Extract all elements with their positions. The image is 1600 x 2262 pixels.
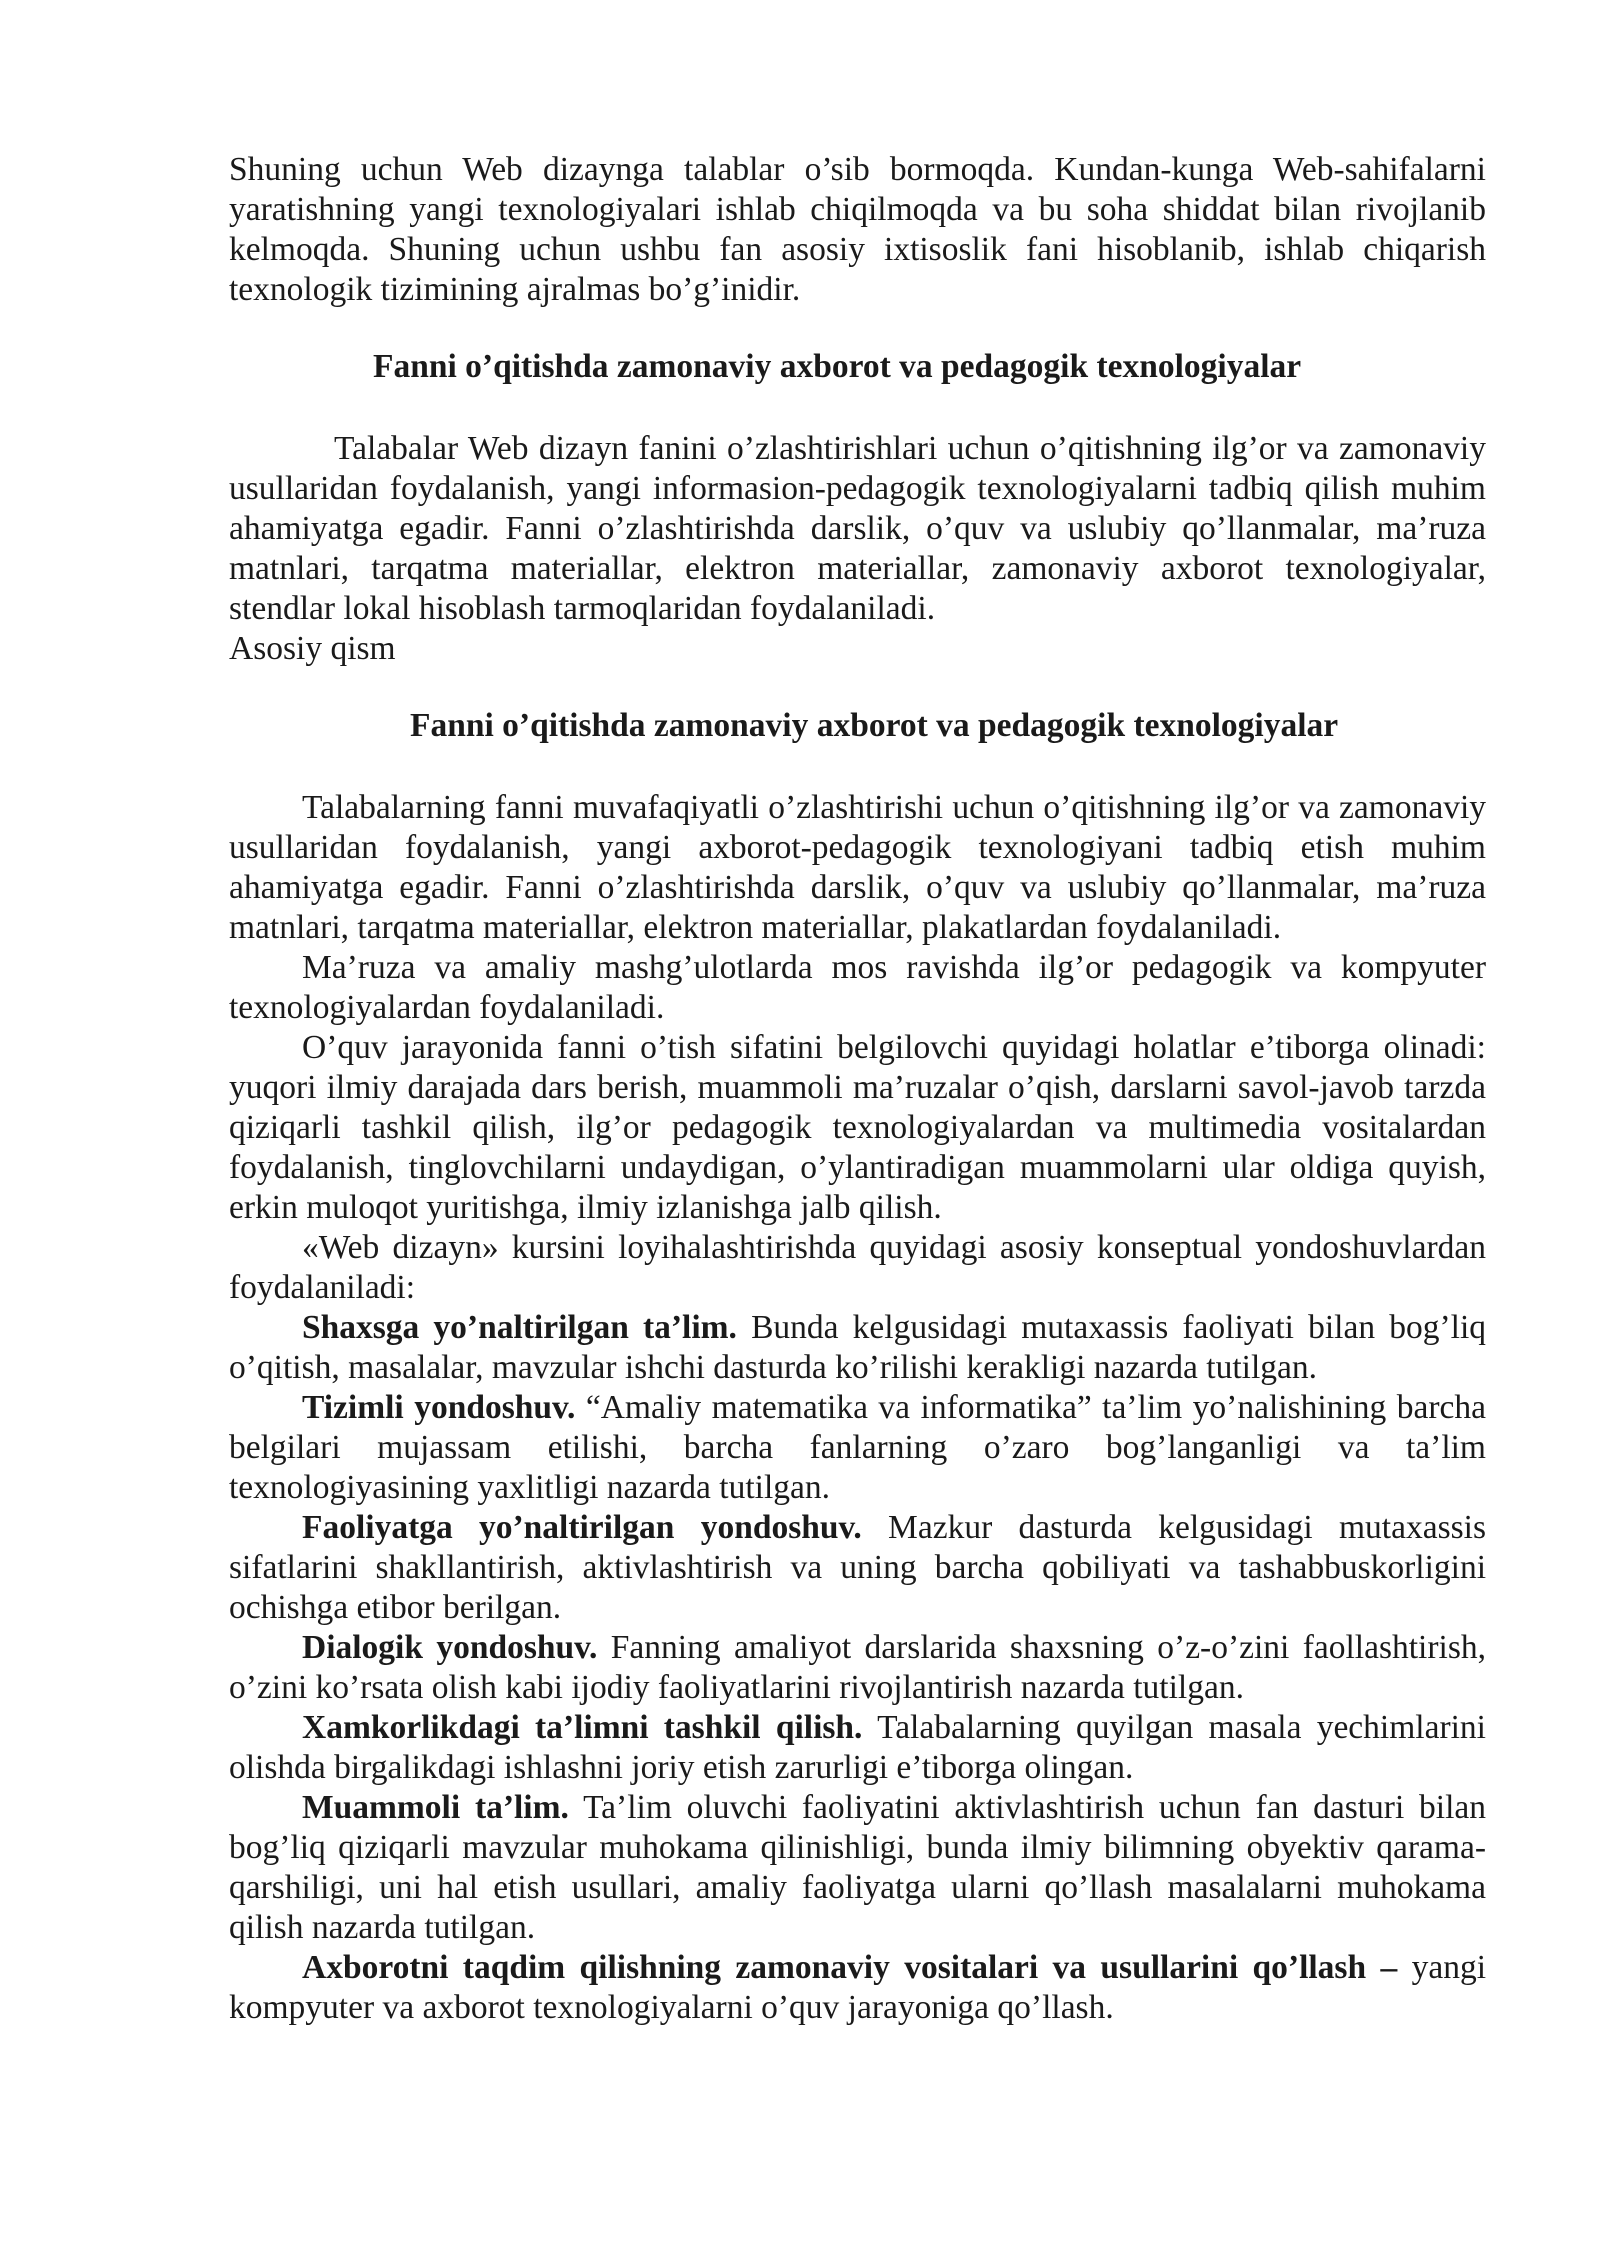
paragraph-1: Talabalar Web dizayn fanini o’zlashtirishlari uchun o’qitishning ilg’or va zamonaviy usullaridan foydalanish, yangi informasion-pedagogik texnologiyalarni tadbiq qilish muhim ahamiyatga egadir. Fanni o’zlashtirishda darslik, o’quv va uslubiy qo’llanmalar, ma’ruza matnlari, tarqatma materiallar, elektron materiallar, zamonaviy axborot texnologiyalar, stendlar lokal hisoblash tarmoqlaridan foydalaniladi. — [229, 430, 1486, 627]
section-label: Asosiy qism — [229, 630, 396, 667]
approach-item — [229, 1788, 1486, 1948]
section-heading-1: Fanni o’qitishda zamonaviy axborot va pedagogik texnologiyalar — [373, 348, 1302, 385]
approach-item — [229, 1628, 1486, 1708]
paragraph-2: Talabalarning fanni muvafaqiyatli o’zlashtirishi uchun o’qitishning ilg’or va zamonaviy usullaridan foydalanish, yangi axborot-pedagogik texnologiyani tadbiq etish muhim ahamiyatga egadir. Fanni o’zlashtirishda darslik, o’quv va uslubiy qo’llanmalar, ma’ruza matnlari, tarqatma materiallar, elektron materiallar, plakatlardan foydalaniladi. — [229, 789, 1486, 946]
approach-term: Tizimli yondoshuv. — [302, 1389, 576, 1426]
approach-text: Mazkur dasturda kelgusidagi mutaxassis sifatlarini shakllantirish, aktivlashtirish va uning barcha qobiliyati va tashabbuskorligini ochishga etibor berilgan. — [229, 1509, 1486, 1626]
document-page — [229, 150, 1486, 2028]
paragraph-4: O’quv jarayonida fanni o’tish sifatini belgilovchi quyidagi holatlar e’tiborga olinadi: yuqori ilmiy darajada dars berish, muammoli ma’ruzalar o’qish, darslarni savol-javob tarzda qiziqarli tashkil qilish, ilg’or pedagogik texnologiyalardan va multimedia vositalardan foydalanish, tinglovchilarni undaydigan, o’ylantiradigan muammolarni ular oldiga quyish, erkin muloqot yuritishga, ilmiy izlanishga jalb qilish. — [229, 1029, 1486, 1226]
approach-term: Shaxsga yo’naltirilgan ta’lim. — [302, 1309, 737, 1346]
approach-item — [229, 1708, 1486, 1788]
approach-item — [229, 1508, 1486, 1628]
section-heading-2: Fanni o’qitishda zamonaviy axborot va pedagogik texnologiyalar — [410, 707, 1339, 744]
approach-text: yangi kompyuter va axborot texnologiyalarni o’quv jarayoniga qo’llash. — [229, 1949, 1486, 2026]
approach-text: Ta’lim oluvchi faoliyatini aktivlashtirish uchun fan dasturi bilan bog’liq qiziqarli mavzular muhokama qilinishligi, bunda ilmiy bilimning obyektiv qarama-qarshiligi, uni hal etish usullari, amaliy faoliyatga ularni qo’llash masalalarni muhokama qilish nazarda tutilgan. — [229, 1789, 1486, 1946]
approach-text: “Amaliy matematika va informatika” ta’lim yo’nalishining barcha belgilari mujassam etilishi, barcha fanlarning o’zaro bog’langanligi va ta’lim texnologiyasining yaxlitligi nazarda tutilgan. — [229, 1389, 1486, 1506]
approach-item — [229, 1948, 1486, 2028]
approach-item — [229, 1308, 1486, 1388]
approach-item — [229, 1388, 1486, 1508]
approach-term: Dialogik yondoshuv. — [302, 1629, 598, 1666]
paragraph-3: Ma’ruza va amaliy mashg’ulotlarda mos ravishda ilg’or pedagogik va kompyuter texnologiyalardan foydalaniladi. — [229, 949, 1486, 1026]
approach-term: Xamkorlikdagi ta’limni tashkil qilish. — [302, 1709, 863, 1746]
approach-term: Faoliyatga yo’naltirilgan yondoshuv. — [302, 1509, 862, 1546]
approach-text: Talabalarning quyilgan masala yechimlarini olishda birgalikdagi ishlashni joriy etish zarurligi e’tiborga olingan. — [229, 1709, 1486, 1786]
intro-paragraph: Shuning uchun Web dizaynga talablar o’sib bormoqda. Kundan-kunga Web-sahifalarni yaratishning yangi texnologiyalari ishlab chiqilmoqda va bu soha shiddat bilan rivojlanib kelmoqda. Shuning uchun ushbu fan asosiy ixtisoslik fani hisoblanib, ishlab chiqarish texnologik tizimining ajralmas bo’g’inidir. — [229, 151, 1486, 308]
approach-text: Bunda kelgusidagi mutaxassis faoliyati bilan bog’liq o’qitish, masalalar, mavzular ishchi dasturda ko’rilishi kerakligi nazarda tutilgan. — [229, 1309, 1486, 1386]
paragraph-5: «Web dizayn» kursini loyihalashtirishda quyidagi asosiy konseptual yondoshuvlardan foydalaniladi: — [229, 1229, 1486, 1306]
approach-term: Muammoli ta’lim. — [302, 1789, 569, 1826]
approach-term: Axborotni taqdim qilishning zamonaviy vositalari va usullarini qo’llash – — [302, 1949, 1398, 1986]
approach-text: Fanning amaliyot darslarida shaxsning o’z-o’zini faollashtirish, o’zini ko’rsata olish kabi ijodiy faoliyatlarini rivojlantirish nazarda tutilgan. — [229, 1629, 1486, 1706]
